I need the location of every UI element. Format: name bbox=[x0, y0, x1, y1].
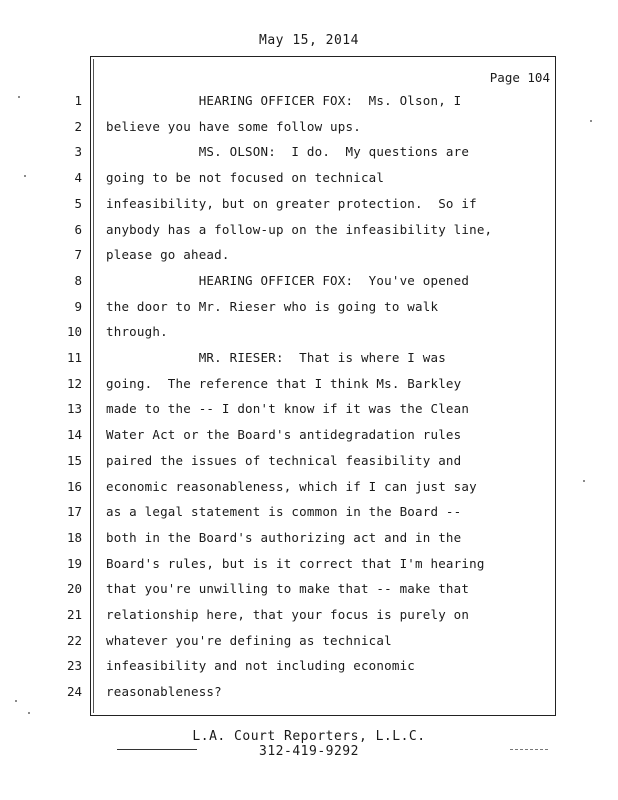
line-number: 10 bbox=[66, 324, 82, 339]
footer-phone: 312-419-9292 bbox=[259, 744, 359, 759]
line-number: 13 bbox=[66, 401, 82, 416]
transcript-line: going to be not focused on technical bbox=[106, 170, 385, 185]
transcript-line: reasonableness? bbox=[106, 684, 222, 699]
line-number: 16 bbox=[66, 479, 82, 494]
transcript-line: anybody has a follow-up on the infeasibility line, bbox=[106, 222, 493, 237]
line-number: 9 bbox=[74, 299, 82, 314]
transcript-line: that you're unwilling to make that -- make that bbox=[106, 581, 470, 596]
transcript-line: MR. RIESER: That is where I was bbox=[106, 350, 446, 365]
transcript-line: HEARING OFFICER FOX: Ms. Olson, I bbox=[106, 93, 462, 108]
line-number: 18 bbox=[66, 530, 82, 545]
scan-speck bbox=[590, 120, 592, 122]
line-number: 8 bbox=[74, 273, 82, 288]
scan-speck bbox=[28, 712, 30, 714]
transcript-line: both in the Board's authorizing act and in the bbox=[106, 530, 462, 545]
line-number: 1 bbox=[74, 93, 82, 108]
line-number: 19 bbox=[66, 556, 82, 571]
line-number: 4 bbox=[74, 170, 82, 185]
document-date: May 15, 2014 bbox=[259, 33, 359, 48]
transcript-line: Water Act or the Board's antidegradation rules bbox=[106, 427, 462, 442]
transcript-line: please go ahead. bbox=[106, 247, 230, 262]
line-number: 21 bbox=[66, 607, 82, 622]
line-number: 24 bbox=[66, 684, 82, 699]
line-number: 2 bbox=[74, 119, 82, 134]
line-number: 11 bbox=[66, 350, 82, 365]
line-number: 12 bbox=[66, 376, 82, 391]
transcript-line: Board's rules, but is it correct that I'm hearing bbox=[106, 556, 485, 571]
transcript-line: believe you have some follow ups. bbox=[106, 119, 361, 134]
transcript-line: economic reasonableness, which if I can just say bbox=[106, 479, 477, 494]
line-number: 15 bbox=[66, 453, 82, 468]
transcript-line: as a legal statement is common in the Board -- bbox=[106, 504, 462, 519]
transcript-line: infeasibility, but on greater protection. So if bbox=[106, 196, 477, 211]
page-number: Page 104 bbox=[489, 70, 550, 85]
footer-rule-left bbox=[117, 749, 197, 750]
transcript-line: MS. OLSON: I do. My questions are bbox=[106, 144, 470, 159]
line-number: 6 bbox=[74, 222, 82, 237]
line-number: 23 bbox=[66, 658, 82, 673]
transcript-line: going. The reference that I think Ms. Barkley bbox=[106, 376, 462, 391]
scan-speck bbox=[15, 700, 17, 702]
line-number: 14 bbox=[66, 427, 82, 442]
transcript-line: whatever you're defining as technical bbox=[106, 633, 392, 648]
line-number: 5 bbox=[74, 196, 82, 211]
footer-rule-right bbox=[510, 749, 548, 750]
scan-speck bbox=[18, 96, 20, 98]
transcript-line: infeasibility and not including economic bbox=[106, 658, 416, 673]
scan-speck bbox=[24, 175, 26, 177]
transcript-line: made to the -- I don't know if it was the Clean bbox=[106, 401, 470, 416]
line-number: 3 bbox=[74, 144, 82, 159]
line-number: 20 bbox=[66, 581, 82, 596]
footer-company: L.A. Court Reporters, L.L.C. bbox=[192, 729, 426, 744]
scan-speck bbox=[583, 480, 585, 482]
transcript-line: paired the issues of technical feasibility and bbox=[106, 453, 462, 468]
line-number: 22 bbox=[66, 633, 82, 648]
transcript-line: the door to Mr. Rieser who is going to walk bbox=[106, 299, 439, 314]
transcript-line: relationship here, that your focus is purely on bbox=[106, 607, 470, 622]
transcript-line: through. bbox=[106, 324, 168, 339]
line-number: 17 bbox=[66, 504, 82, 519]
transcript-line: HEARING OFFICER FOX: You've opened bbox=[106, 273, 470, 288]
line-number: 7 bbox=[74, 247, 82, 262]
